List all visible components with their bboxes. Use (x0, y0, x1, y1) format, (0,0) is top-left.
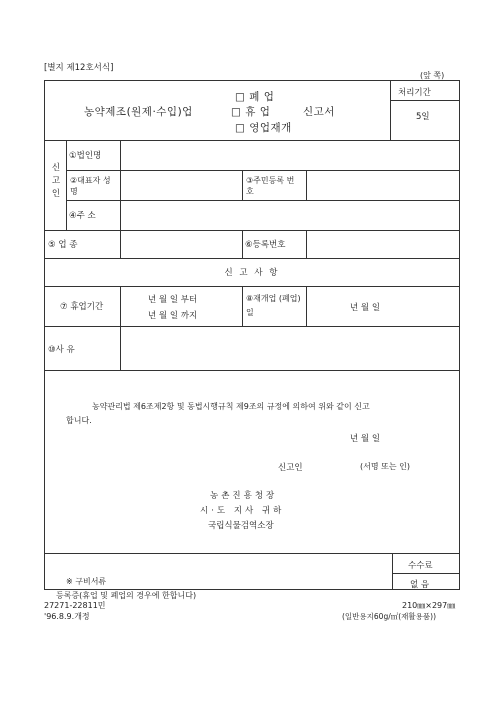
report-section-title: 신 고 사 항 (224, 268, 280, 278)
reason-label: ⑩사 유 (48, 345, 75, 355)
period-label: ⑦ 휴업기간 (60, 302, 104, 312)
revision: '96.8.9.개정 (44, 612, 90, 621)
business-type-label: ⑤ 업 종 (48, 240, 78, 250)
statement-line1: 농약관리법 제6조제2항 및 동법시행규칙 제9조의 규정에 의하여 위와 같이 신고 (92, 402, 370, 411)
rrn-label: ③주민등록 번 호 (246, 176, 295, 196)
period-to[interactable]: 년 월 일 까지 (148, 311, 198, 321)
address-label: ④주 소 (69, 211, 96, 221)
documents-title: ※ 구비서류 (66, 577, 107, 586)
corp-name-field[interactable] (122, 142, 458, 168)
documents-text: 등록증(휴업 및 폐업의 경우에 한합니다) (56, 591, 197, 600)
processing-label: 처리기간 (398, 88, 431, 98)
page-side: (앞 쪽) (420, 71, 445, 80)
reopen-date[interactable]: 년 월 일 (350, 303, 381, 313)
signer-label: 신고인 (278, 463, 303, 473)
reopen-label: ⑧재개업 (폐업)일 (246, 294, 301, 317)
title-suffix: 신고서 (303, 106, 335, 118)
processing-value: 5일 (416, 112, 430, 122)
paper-size: 210㎜×297㎜ (402, 601, 456, 610)
corp-name-label: ①법인명 (69, 151, 102, 161)
form-number: [별지 제12호서식] (44, 63, 114, 73)
statement-date[interactable]: 년 월 일 (350, 434, 381, 444)
rrn-field[interactable] (308, 172, 458, 198)
addressee-2: 시·도 지사 귀하 (200, 506, 285, 516)
applicant-group-label: 신고인 (51, 163, 61, 199)
title-option-reopen: □ 영업재개 (235, 122, 292, 134)
reg-no-label: ⑥등록번호 (245, 240, 286, 250)
title-main: 농약제조(원제·수입)업 (84, 106, 193, 118)
title-option-close: □ 폐 업 (235, 91, 275, 103)
fee-label: 수수료 (408, 561, 433, 571)
form-code: 27271-22811민 (44, 601, 106, 610)
fee-value: 없 음 (410, 580, 430, 590)
reason-field[interactable] (122, 328, 458, 368)
address-field[interactable] (122, 202, 458, 228)
signature-note[interactable]: (서명 또는 인) (360, 462, 410, 471)
statement-line2: 합니다. (66, 416, 92, 425)
period-from[interactable]: 년 월 일 부터 (148, 295, 198, 305)
paper-type: (일반용지60g/㎡(재활용품)) (342, 612, 436, 621)
rep-name-label: ②대표자 성 명 (70, 176, 111, 196)
business-type-field[interactable] (122, 232, 240, 256)
rep-name-field[interactable] (122, 172, 240, 198)
reg-no-field[interactable] (308, 232, 458, 256)
addressee-3: 국립식물검역소장 (208, 521, 274, 531)
addressee-1: 농촌진흥청장 (210, 491, 278, 501)
title-option-suspend: □ 휴 업 (231, 106, 271, 118)
